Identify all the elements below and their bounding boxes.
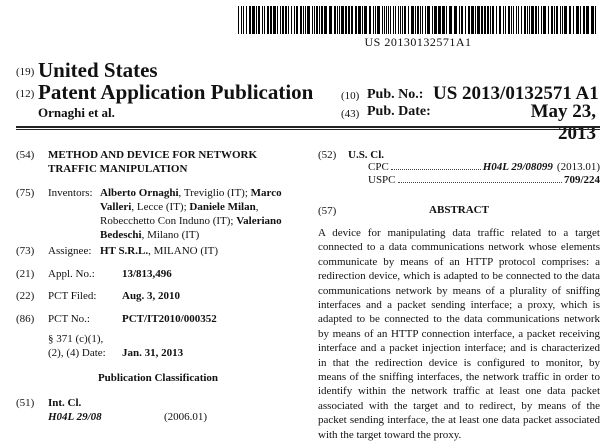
barcode-number: US 20130132571A1 <box>364 35 472 49</box>
barcode-bar <box>364 6 367 34</box>
barcode-bar <box>411 6 414 34</box>
pub-type-code: (12) <box>16 88 35 100</box>
barcode-bar <box>312 6 313 34</box>
barcode-bar <box>432 6 433 34</box>
barcode-bar <box>314 6 315 34</box>
barcode-bar <box>386 6 387 34</box>
barcode-bar <box>490 6 491 34</box>
barcode-bar <box>375 6 376 34</box>
intcl-code: (51) <box>16 397 35 409</box>
barcode-bar <box>238 6 239 34</box>
barcode-bar <box>264 6 265 34</box>
pub-date-label: Pub. Date: <box>367 104 431 119</box>
header-rule-thin <box>16 129 600 130</box>
barcode-bar <box>358 6 361 34</box>
cpc-label: CPC <box>368 161 389 173</box>
s371-line-2: (2), (4) Date: <box>48 347 106 359</box>
inventors-label: Inventors: <box>48 187 93 199</box>
barcode-bar <box>280 6 281 34</box>
barcode-bar <box>487 6 489 34</box>
pct-filed-label: PCT Filed: <box>48 290 97 302</box>
barcode-bar <box>595 6 596 34</box>
uspc-label: USPC <box>368 174 396 186</box>
pct-no-code: (86) <box>16 313 35 325</box>
barcode-bar <box>258 6 260 34</box>
barcode-bar <box>369 6 371 34</box>
assignee-code: (73) <box>16 245 35 257</box>
inventor-line: Valleri, Lecce (IT); Daniele Milan, <box>100 201 259 213</box>
barcode-bar <box>339 6 340 34</box>
barcode-bar <box>262 6 263 34</box>
barcode-bar <box>560 6 561 34</box>
barcode-bar <box>511 6 512 34</box>
publication-type: Patent Application Publication <box>38 80 314 104</box>
barcode-bar <box>548 6 549 34</box>
barcode-bar <box>475 6 476 34</box>
barcode-bar <box>580 6 581 34</box>
barcode-bar <box>459 6 460 34</box>
barcode-bar <box>484 6 486 34</box>
barcode-bar <box>417 6 419 34</box>
pct-no-value: PCT/IT2010/000352 <box>122 313 217 325</box>
barcode-bar <box>538 6 539 34</box>
barcode-bar <box>535 6 537 34</box>
barcode-bar <box>518 6 519 34</box>
barcode-bar <box>294 6 295 34</box>
barcode-bar <box>329 6 332 34</box>
pub-number-value: US 2013/0132571 A1 <box>433 83 599 104</box>
intcl-class: H04L 29/08 <box>48 411 102 423</box>
barcode-bar <box>348 6 350 34</box>
barcode-bar <box>499 6 501 34</box>
title-line-2: TRAFFIC MANIPULATION <box>48 163 188 175</box>
barcode-bar <box>569 6 571 34</box>
barcode-bar <box>256 6 257 34</box>
barcode-bar <box>243 6 244 34</box>
barcode-bar <box>531 6 534 34</box>
barcode-bar <box>362 6 363 34</box>
barcode-bar <box>345 6 347 34</box>
uspc-leader <box>398 182 562 183</box>
barcode-bar <box>249 6 251 34</box>
title-line-1: METHOD AND DEVICE FOR NETWORK <box>48 149 258 161</box>
barcode-bar <box>505 6 506 34</box>
barcode-bar <box>425 6 426 34</box>
intcl-label: Int. Cl. <box>48 397 82 409</box>
uscl-label: U.S. Cl. <box>348 149 385 161</box>
barcode-bar <box>576 6 579 34</box>
barcode-bar <box>449 6 452 34</box>
barcode-bar <box>400 6 401 34</box>
barcode-bar <box>337 6 338 34</box>
barcode-bar <box>527 6 528 34</box>
cpc-value: H04L 29/08099 <box>482 161 553 173</box>
barcode-bar <box>513 6 514 34</box>
pub-number-code: (10) <box>341 90 360 102</box>
barcode-bar <box>384 6 385 34</box>
barcode-bar <box>270 6 272 34</box>
barcode-bar <box>373 6 374 34</box>
barcode-bar <box>252 6 255 34</box>
barcode-bar <box>305 6 306 34</box>
barcode-bar <box>273 6 276 34</box>
barcode-bar <box>393 6 394 34</box>
barcode-bar <box>503 6 504 34</box>
barcode-bar <box>422 6 423 34</box>
barcode-bar <box>591 6 594 34</box>
barcode-bar <box>446 6 447 34</box>
barcode-bar <box>496 6 497 34</box>
barcode-bar <box>454 6 457 34</box>
barcode-bar <box>241 6 242 34</box>
cpc-row <box>368 161 600 173</box>
barcode-bar <box>288 6 289 34</box>
barcode-bar <box>355 6 357 34</box>
barcode-bar <box>573 6 574 34</box>
country-code: (19) <box>16 66 35 78</box>
barcode-bar <box>508 6 510 34</box>
barcode-bar <box>556 6 558 34</box>
abstract-text: A device for manipulating data traffic related to a target connected to a data communications network whose elements communicate by means of an HTTP protocol comprises: a redirection device, which is adapted to be connected to the data communications network by means of a plurality of sniffing interfaces and a packet sending interface; a proxy, which is adapted to be connected to the data communications network by means of an HTTP connection interface, a packet receiving interface and a packet injection interface; and is characterized in that the redirection device is configured to monitor, by means of the sniffing interfaces, the network traffic in order to identify within the network traffic at least one data packet associated with the target and to redirect, by means of the packet sending interface, the at least one data packet associated with the target toward the proxy. <box>318 227 600 441</box>
barcode-bar <box>461 6 463 34</box>
barcode-bar <box>543 6 546 34</box>
pub-number-label: Pub. No.: <box>367 87 424 102</box>
barcode-bar <box>408 6 409 34</box>
barcode-bar <box>541 6 542 34</box>
barcode-bar <box>341 6 344 34</box>
barcode-bar <box>521 6 522 34</box>
barcode-bar <box>382 6 383 34</box>
barcode-bar <box>300 6 302 34</box>
barcode-bar <box>434 6 437 34</box>
barcode-bar <box>529 6 530 34</box>
barcode-bar <box>564 6 567 34</box>
barcode-bar <box>377 6 380 34</box>
barcode-bar <box>303 6 304 34</box>
barcode-bar <box>442 6 445 34</box>
barcode-bar <box>388 6 389 34</box>
cpc-year: (2013.01) <box>556 161 600 173</box>
barcode <box>238 6 598 34</box>
appl-value: 13/813,496 <box>122 268 172 280</box>
barcode-bar <box>390 6 391 34</box>
barcode-bar <box>246 6 247 34</box>
country: United States <box>38 58 158 82</box>
barcode-bar <box>516 6 517 34</box>
barcode-bar <box>420 6 421 34</box>
header-rule <box>16 126 600 128</box>
barcode-bar <box>395 6 396 34</box>
barcode-bar <box>321 6 323 34</box>
inventor-line: Alberto Ornaghi, Treviglio (IT); Marco <box>100 187 282 199</box>
barcode-bar <box>307 6 310 34</box>
barcode-bar <box>468 6 470 34</box>
assignee-label: Assignee: <box>48 245 92 257</box>
barcode-bar <box>481 6 483 34</box>
uscl-code: (52) <box>318 149 337 161</box>
pct-filed-value: Aug. 3, 2010 <box>122 290 181 302</box>
barcode-bar <box>267 6 269 34</box>
cpc-leader <box>391 169 481 170</box>
barcode-bar <box>324 6 327 34</box>
barcode-bar <box>562 6 563 34</box>
s371-line-1: § 371 (c)(1), <box>48 333 104 345</box>
publication-classification-heading: Publication Classification <box>97 372 219 384</box>
inventors-list <box>100 186 296 242</box>
barcode-bar <box>583 6 585 34</box>
barcode-bar <box>551 6 553 34</box>
barcode-bar <box>351 6 353 34</box>
barcode-bar <box>554 6 555 34</box>
barcode-bar <box>477 6 480 34</box>
s371-value: Jan. 31, 2013 <box>122 347 184 359</box>
barcode-bar <box>398 6 399 34</box>
barcode-bar <box>438 6 441 34</box>
barcode-bar <box>404 6 406 34</box>
barcode-bar <box>586 6 589 34</box>
barcode-bar <box>316 6 318 34</box>
barcode-bar <box>277 6 278 34</box>
appl-label: Appl. No.: <box>48 268 95 280</box>
appl-code: (21) <box>16 268 35 280</box>
barcode-bar <box>285 6 287 34</box>
assignee-value: HT S.R.L., MILANO (IT) <box>100 245 219 257</box>
pub-date-code: (43) <box>341 108 360 120</box>
authors: Ornaghi et al. <box>38 105 115 120</box>
barcode-bar <box>415 6 416 34</box>
inventors-code: (75) <box>16 187 35 199</box>
barcode-bar <box>296 6 298 34</box>
pct-no-label: PCT No.: <box>48 313 90 325</box>
barcode-bar <box>319 6 320 34</box>
barcode-bar <box>402 6 403 34</box>
barcode-bar <box>282 6 284 34</box>
abstract-code: (57) <box>318 205 337 217</box>
pub-date-value: May 23, 2013 <box>530 101 596 144</box>
inventor-line: Robecchetto Con Induno (IT); Valeriano <box>100 215 282 227</box>
abstract-heading: ABSTRACT <box>429 204 489 216</box>
intcl-year: (2006.01) <box>164 411 208 423</box>
barcode-bar <box>524 6 526 34</box>
pct-filed-code: (22) <box>16 290 35 302</box>
barcode-bar <box>465 6 466 34</box>
inventor-line: Bedeschi, Milano (IT) <box>100 229 200 241</box>
title-code: (54) <box>16 149 35 161</box>
barcode-bar <box>492 6 494 34</box>
barcode-bar <box>291 6 292 34</box>
barcode-bar <box>427 6 430 34</box>
uspc-value: 709/224 <box>563 174 600 186</box>
barcode-bar <box>334 6 336 34</box>
barcode-bar <box>471 6 474 34</box>
uspc-row <box>368 174 600 186</box>
